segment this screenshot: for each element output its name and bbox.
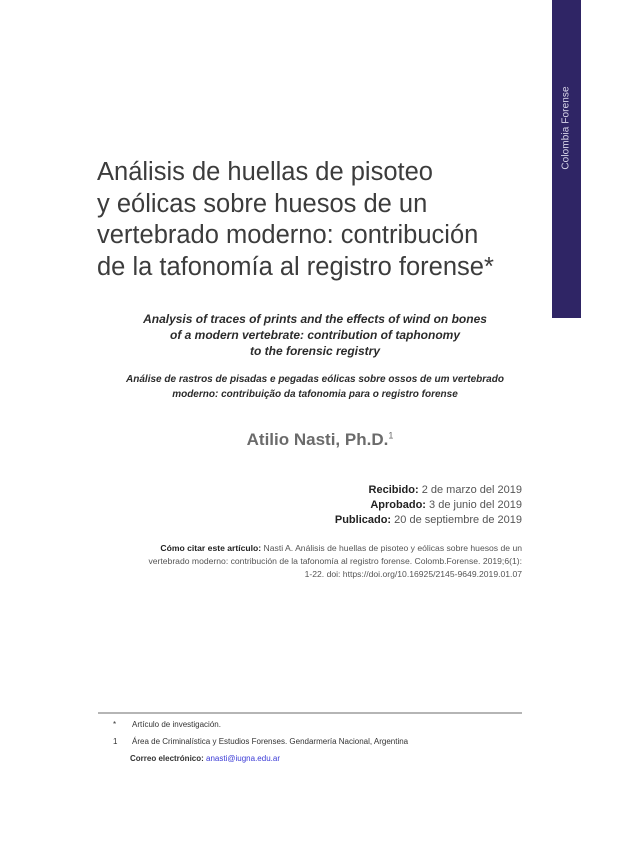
email-label: Correo electrónico: — [130, 754, 204, 763]
title-line: Análisis de huellas de pisoteo — [97, 158, 433, 186]
footnote-item — [113, 733, 408, 750]
journal-name: Colombia Forense — [560, 86, 572, 170]
received-label: Recibido: — [368, 484, 419, 496]
portuguese-title-line: moderno: contribuição da tafonomia para o registro forense — [172, 389, 458, 400]
received-date — [335, 483, 522, 498]
english-title-line: of a modern vertebrate: contribution of taphonomy — [169, 328, 460, 342]
article-title — [97, 157, 537, 283]
citation-block — [96, 542, 522, 581]
author-name: Atilio Nasti, Ph.D. — [246, 430, 389, 449]
email-link[interactable]: anasti@iugna.edu.ar — [206, 754, 280, 763]
approved-value: 3 de junio del 2019 — [429, 499, 522, 511]
citation-line: 1-22. doi: https://doi.org/10.16925/2145-9649.2019.01.07 — [304, 569, 522, 579]
citation-line: vertebrado moderno: contribución de la tafonomía al registro forense. Colomb.Forense. 2019;6(1): — [148, 556, 522, 566]
citation-line — [96, 542, 522, 555]
published-value: 20 de septiembre de 2019 — [394, 514, 522, 526]
approved-date — [335, 498, 522, 513]
english-title-line: to the forensic registry — [249, 344, 381, 358]
journal-side-bar — [552, 0, 581, 318]
approved-label: Aprobado: — [370, 499, 426, 511]
english-title — [100, 311, 530, 359]
footnotes — [113, 716, 408, 767]
footnote-item — [113, 716, 408, 733]
title-line: de la tafonomía al registro forense* — [97, 252, 494, 281]
footnote-mark: * — [113, 720, 117, 729]
published-date — [335, 513, 522, 528]
title-line: y eólicas sobre huesos de un — [97, 189, 428, 218]
footnote-mark: 1 — [113, 737, 118, 746]
citation-label: Cómo citar este artículo: — [160, 543, 262, 553]
title-line: vertebrado moderno: contribución — [97, 221, 479, 249]
received-value: 2 de marzo del 2019 — [421, 484, 522, 496]
affiliation-mark: 1 — [388, 430, 394, 441]
footnote-text: Artículo de investigación. — [132, 720, 221, 729]
author-line — [220, 430, 420, 450]
footnote-text: Área de Criminalística y Estudios Forenses. Gendarmería Nacional, Argentina — [132, 737, 409, 746]
english-title-line: Analysis of traces of prints and the effects of wind on bones — [143, 312, 487, 326]
footnote-divider — [98, 712, 522, 714]
footnote-email — [130, 750, 408, 767]
publication-dates — [335, 483, 522, 528]
published-label: Publicado: — [334, 514, 392, 526]
portuguese-title — [95, 372, 535, 402]
citation-text: Nasti A. Análisis de huellas de pisoteo y eólicas sobre huesos de un — [263, 543, 522, 553]
portuguese-title-line: Análise de rastros de pisadas e pegadas eólicas sobre ossos de um vertebrado — [126, 374, 504, 385]
